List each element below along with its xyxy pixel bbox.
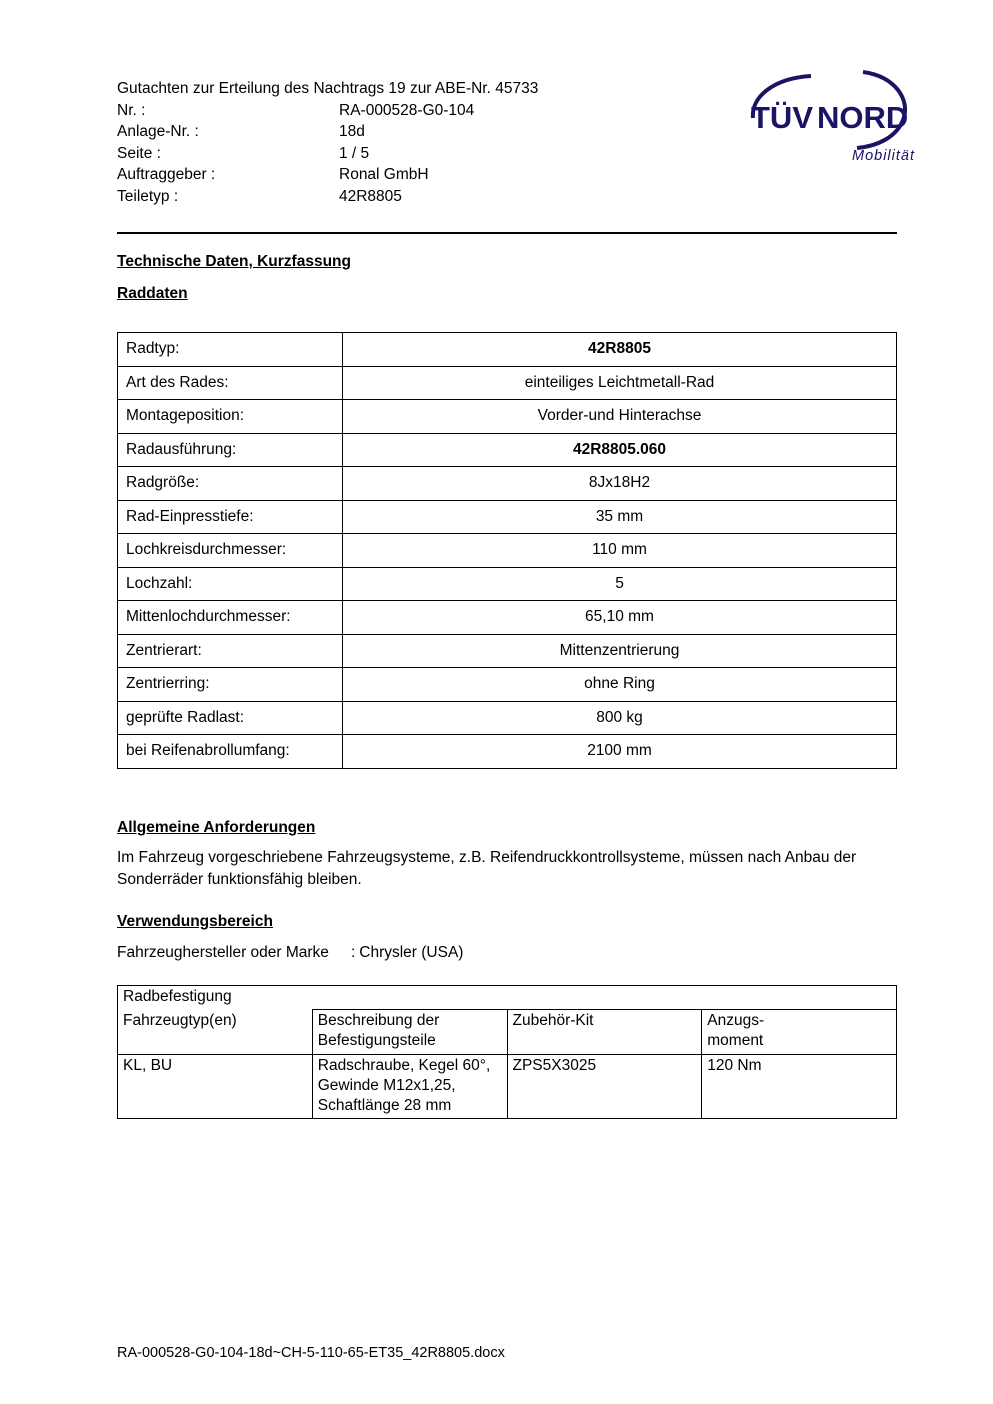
wheel-row-key: Radgröße: (118, 467, 343, 501)
table-title-row (118, 986, 897, 1010)
header-label-nr: Nr. : (117, 101, 146, 119)
tuv-nord-logo-subtitle: Mobilität (852, 148, 915, 164)
wheel-row-key: Lochkreisdurchmesser: (118, 534, 343, 568)
table-row (118, 333, 897, 367)
wheel-data-table (117, 332, 897, 769)
document-footer-filename: RA-000528-G0-104-18d~CH-5-110-65-ET35_42R8805.docx (117, 1345, 505, 1361)
svg-text:TÜV: TÜV (751, 100, 813, 135)
svg-text:NORD: NORD (817, 100, 909, 135)
table-row (118, 366, 897, 400)
header-label-auftraggeber: Auftraggeber : (117, 166, 216, 183)
table-row (118, 735, 897, 769)
table-row (118, 534, 897, 568)
table-row (118, 567, 897, 601)
table-row (118, 601, 897, 635)
table-header-row (118, 1010, 897, 1055)
wheel-data-heading: Raddaten (117, 285, 188, 302)
wheel-row-key: Rad-Einpresstiefe: (118, 500, 343, 534)
wheel-row-value: 35 mm (343, 500, 897, 534)
wheel-row-key: Radausführung: (118, 433, 343, 467)
wheel-row-value: 42R8805.060 (343, 433, 897, 467)
wheel-row-value: 110 mm (343, 534, 897, 568)
technical-data-heading: Technische Daten, Kurzfassung (117, 253, 351, 270)
table-row (118, 668, 897, 702)
header-value-anlage-nr: 18d (339, 123, 365, 140)
header-value-teiletyp: 42R8805 (339, 187, 402, 205)
application-value: Chrysler (USA) (359, 944, 464, 961)
table-row (118, 467, 897, 501)
wheel-row-key: Mittenlochdurchmesser: (118, 601, 343, 635)
application-area-heading: Verwendungsbereich (117, 913, 273, 930)
fastening-header-kit: Zubehör-Kit (507, 1010, 702, 1055)
wheel-row-key: Lochzahl: (118, 567, 343, 601)
table-row (118, 701, 897, 735)
table-row (118, 400, 897, 434)
application-separator: : (350, 944, 356, 961)
header-value-nr: RA-000528-G0-104 (339, 101, 475, 119)
application-label: Fahrzeughersteller oder Marke (117, 944, 329, 961)
wheel-row-value: 8Jx18H2 (343, 467, 897, 501)
wheel-row-value: 42R8805 (343, 333, 897, 367)
wheel-row-value: 5 (343, 567, 897, 601)
fastening-table-title: Radbefestigung (118, 986, 897, 1010)
fastening-header-vehicle-types: Fahrzeugtyp(en) (118, 1010, 313, 1055)
fastening-header-torque-line2: moment (707, 1032, 764, 1049)
wheel-row-value: Vorder-und Hinterachse (343, 400, 897, 434)
header-value-seite: 1 / 5 (339, 144, 370, 162)
wheel-row-value: Mittenzentrierung (343, 634, 897, 668)
header-divider (117, 232, 897, 234)
fastening-cell-vehicle-types: KL, BU (118, 1055, 313, 1119)
wheel-fastening-table (117, 985, 897, 1119)
table-row (118, 500, 897, 534)
fastening-header-torque (702, 1010, 897, 1055)
wheel-row-value: 800 kg (343, 701, 897, 735)
wheel-row-key: bei Reifenabrollumfang: (118, 735, 343, 769)
fastening-cell-kit: ZPS5X3025 (507, 1055, 702, 1119)
header-label-teiletyp: Teiletyp : (117, 187, 179, 205)
header-label-seite: Seite : (117, 144, 161, 162)
wheel-row-key: Zentrierart: (118, 634, 343, 668)
table-row (118, 1055, 897, 1119)
application-area-line (117, 942, 887, 964)
general-requirements-text: Im Fahrzeug vorgeschriebene Fahrzeugsysteme, z.B. Reifendruckkontrollsysteme, müssen nach Anbau der Sonderräder funktionsfähig bleiben. (117, 849, 857, 888)
wheel-row-key: Radtyp: (118, 333, 343, 367)
header-row-teiletyp (117, 186, 877, 208)
fastening-header-description: Beschreibung der Befestigungsteile (312, 1010, 507, 1055)
header-label-anlage-nr: Anlage-Nr. : (117, 123, 199, 140)
header-title-text: Gutachten zur Erteilung des Nachtrags 19 zur ABE-Nr. 45733 (117, 80, 539, 97)
tuv-nord-logo (745, 62, 915, 172)
wheel-row-value: ohne Ring (343, 668, 897, 702)
general-requirements-heading: Allgemeine Anforderungen (117, 819, 316, 836)
table-row (118, 634, 897, 668)
wheel-row-key: geprüfte Radlast: (118, 701, 343, 735)
fastening-header-torque-line1: Anzugs- (707, 1012, 765, 1029)
fastening-cell-description: Radschraube, Kegel 60°, Gewinde M12x1,25, Schaftlänge 28 mm (312, 1055, 507, 1119)
table-row (118, 433, 897, 467)
header-value-auftraggeber: Ronal GmbH (339, 166, 429, 183)
wheel-row-value: 2100 mm (343, 735, 897, 769)
wheel-row-key: Art des Rades: (118, 366, 343, 400)
wheel-row-value: 65,10 mm (343, 601, 897, 635)
wheel-row-value: einteiliges Leichtmetall-Rad (343, 366, 897, 400)
wheel-row-key: Zentrierring: (118, 668, 343, 702)
wheel-row-key: Montageposition: (118, 400, 343, 434)
fastening-cell-torque: 120 Nm (702, 1055, 897, 1119)
